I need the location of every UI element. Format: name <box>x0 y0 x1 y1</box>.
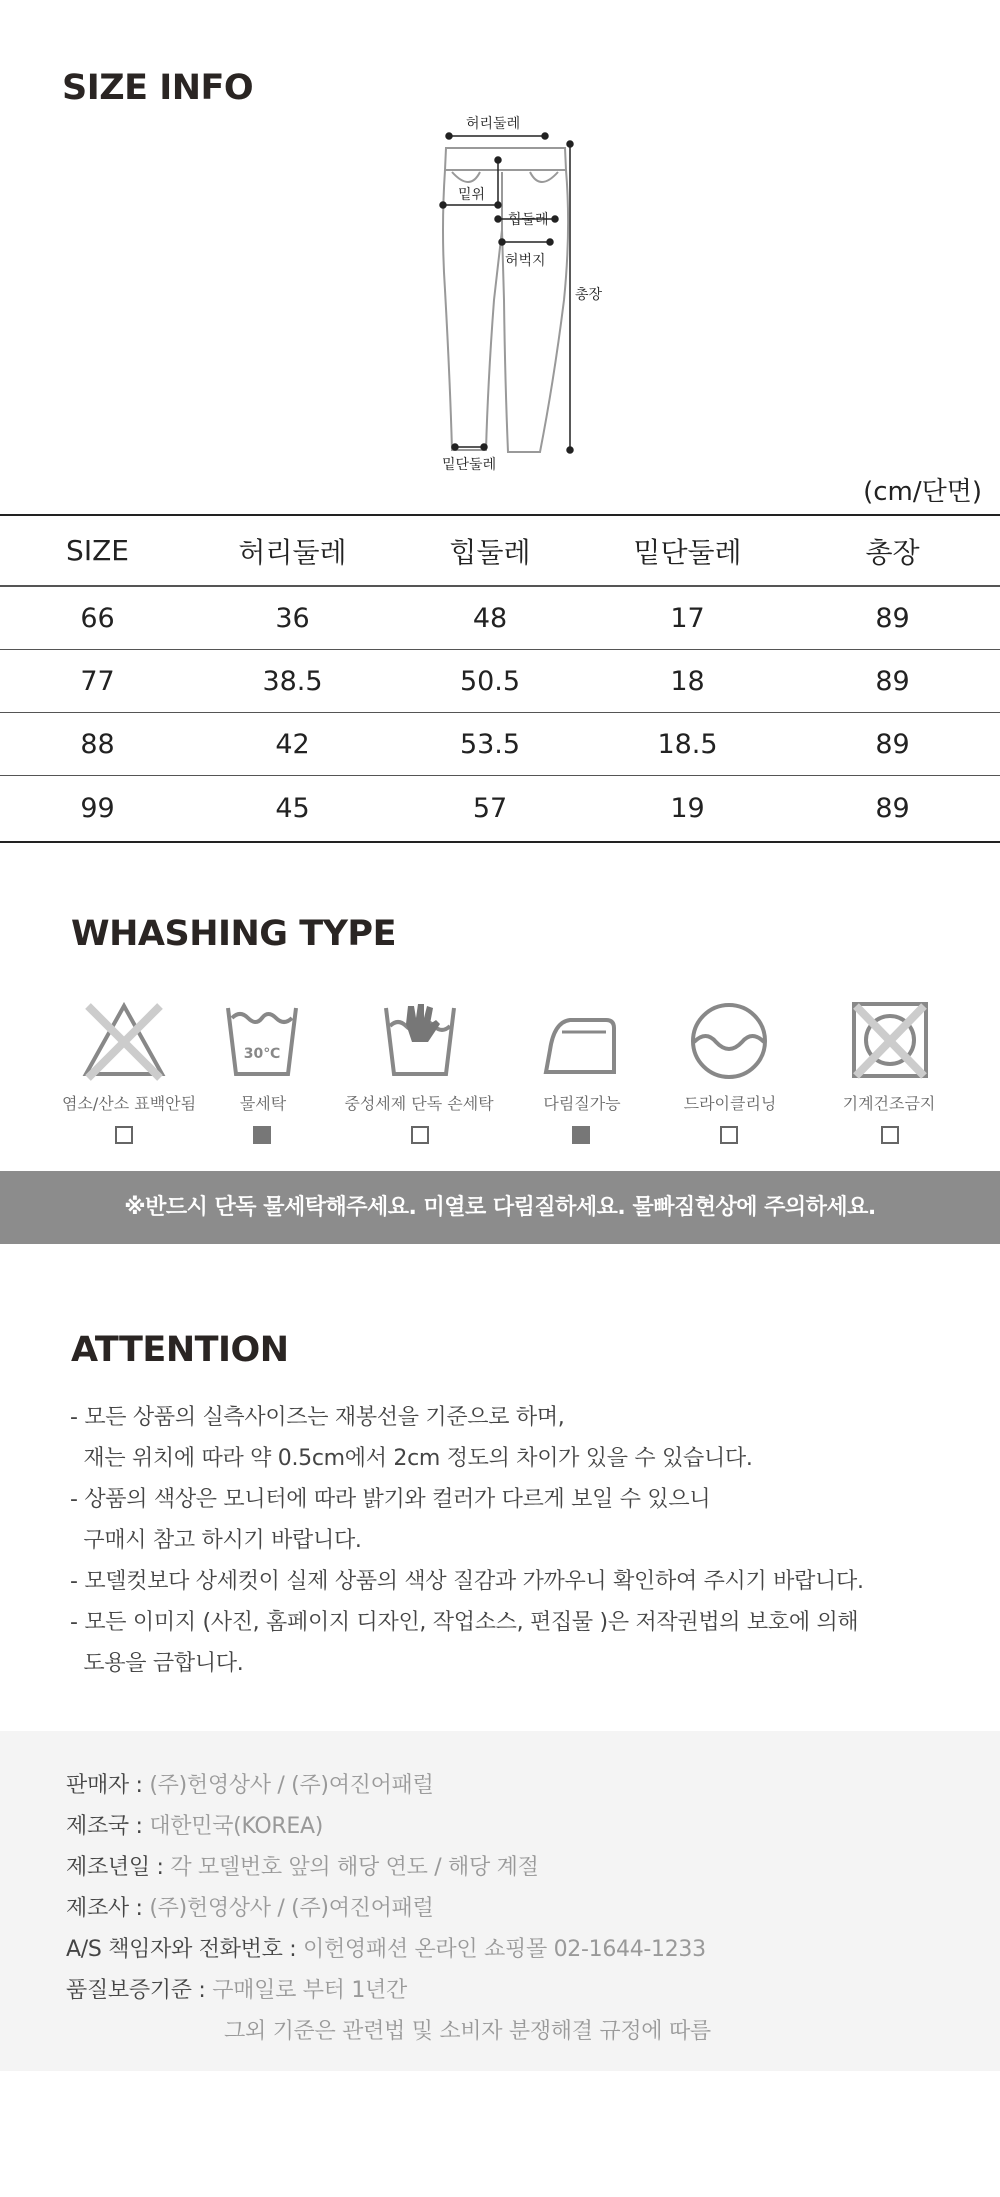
wash-label-no-tumble-dry: 기계건조금지 <box>842 1094 936 1113</box>
washing-type-title: WHASHING TYPE <box>71 914 396 954</box>
cell: 99 <box>0 776 195 843</box>
cell: 53.5 <box>390 713 590 776</box>
attention-line: - 모든 이미지 (사진, 홈페이지 디자인, 작업소스, 편집물 )은 저작권법의 보호에 의해 <box>70 1610 859 1635</box>
cell: 38.5 <box>195 650 390 713</box>
table-row <box>0 776 1000 843</box>
size-table-header <box>0 515 1000 586</box>
cell: 18.5 <box>590 713 785 776</box>
info-key: 품질보증기준 : <box>66 1978 213 2003</box>
table-row <box>0 650 1000 713</box>
header-hem: 밑단둘레 <box>590 515 785 586</box>
attention-line: - 모든 상품의 실측사이즈는 재봉선을 기준으로 하며, <box>70 1405 565 1430</box>
cell: 50.5 <box>390 650 590 713</box>
wash-label-no-bleach: 염소/산소 표백안됨 <box>61 1094 197 1113</box>
info-key: 제조사 : <box>66 1896 150 1921</box>
cell: 77 <box>0 650 195 713</box>
iron-icon <box>540 1000 620 1082</box>
label-waist: 허리둘레 <box>466 116 521 132</box>
info-value: 구매일로 부터 1년간 <box>212 1978 407 2003</box>
header-waist: 허리둘레 <box>195 515 390 586</box>
checkbox-no-bleach <box>115 1126 133 1144</box>
checkbox-dry-clean <box>720 1126 738 1144</box>
cell: 48 <box>390 586 590 650</box>
cell: 18 <box>590 650 785 713</box>
table-row <box>0 713 1000 776</box>
no-bleach-icon <box>80 1000 168 1082</box>
checkbox-no-tumble-dry <box>881 1126 899 1144</box>
cell: 66 <box>0 586 195 650</box>
info-other-standards <box>224 2014 711 2045</box>
info-manufacturer <box>66 1891 433 1922</box>
info-value: (주)헌영상사 / (주)여진어패럴 <box>149 1896 434 1921</box>
header-size: SIZE <box>0 515 195 586</box>
cell: 89 <box>785 586 1000 650</box>
cell: 89 <box>785 713 1000 776</box>
info-value: 이헌영패션 온라인 쇼핑몰 02-1644-1233 <box>303 1937 706 1962</box>
header-hip: 힙둘레 <box>390 515 590 586</box>
info-value: 그외 기준은 관련법 및 소비자 분쟁해결 규정에 따름 <box>224 2019 711 2044</box>
table-row <box>0 586 1000 650</box>
hand-wash-icon <box>380 1000 460 1082</box>
cell: 89 <box>785 776 1000 843</box>
cell: 42 <box>195 713 390 776</box>
label-length: 총장 <box>575 287 603 303</box>
info-as-contact <box>66 1932 706 1963</box>
header-length: 총장 <box>785 515 1000 586</box>
cell: 89 <box>785 650 1000 713</box>
label-rise: 밑위 <box>458 187 486 203</box>
wash-label-machine-wash: 물세탁 <box>239 1094 287 1113</box>
size-info-title: SIZE INFO <box>62 68 254 108</box>
machine-wash-30-icon <box>222 1000 302 1082</box>
checkbox-hand-wash <box>411 1126 429 1144</box>
attention-line: - 모델컷보다 상세컷이 실제 상품의 색상 질감과 가까우니 확인하여 주시기 바랍니다. <box>70 1569 864 1594</box>
cell: 36 <box>195 586 390 650</box>
info-warranty <box>66 1973 407 2004</box>
label-thigh: 허벅지 <box>505 253 546 269</box>
info-key: 제조년일 : <box>66 1855 171 1880</box>
wash-label-dry-clean: 드라이클리닝 <box>683 1094 777 1113</box>
no-tumble-dry-icon <box>850 1000 930 1082</box>
svg-text:30℃: 30℃ <box>243 1046 281 1062</box>
cell: 19 <box>590 776 785 843</box>
attention-line: 재는 위치에 따라 약 0.5cm에서 2cm 정도의 차이가 있을 수 있습니다. <box>70 1446 753 1471</box>
info-country <box>66 1809 323 1840</box>
info-manufacture-date <box>66 1850 539 1881</box>
attention-line: 구매시 참고 하시기 바랍니다. <box>70 1528 362 1553</box>
cell: 45 <box>195 776 390 843</box>
info-value: (주)헌영상사 / (주)여진어패럴 <box>149 1773 434 1798</box>
checkbox-iron <box>572 1126 590 1144</box>
wash-notice-bar: ※반드시 단독 물세탁해주세요. 미열로 다림질하세요. 물빠짐현상에 주의하세요. <box>0 1171 1000 1244</box>
cell: 88 <box>0 713 195 776</box>
checkbox-machine-wash <box>253 1126 271 1144</box>
info-key: 제조국 : <box>66 1814 150 1839</box>
size-table <box>0 514 1000 843</box>
info-value: 대한민국(KOREA) <box>149 1814 324 1839</box>
dry-clean-icon <box>688 1000 770 1082</box>
wash-label-iron: 다림질가능 <box>543 1094 621 1113</box>
wash-label-hand-wash: 중성세제 단독 손세탁 <box>344 1094 494 1113</box>
attention-line: - 상품의 색상은 모니터에 따라 밝기와 컬러가 다르게 보일 수 있으니 <box>70 1487 711 1512</box>
cell: 17 <box>590 586 785 650</box>
info-key: 판매자 : <box>66 1773 150 1798</box>
info-key: A/S 책임자와 전화번호 : <box>66 1937 304 1962</box>
attention-line: 도용을 금합니다. <box>70 1651 244 1676</box>
info-seller <box>66 1768 433 1799</box>
label-hip: 힙둘레 <box>508 212 549 228</box>
label-hem: 밑단둘레 <box>442 457 497 473</box>
cell: 57 <box>390 776 590 843</box>
attention-title: ATTENTION <box>71 1330 289 1370</box>
unit-label: (cm/단면) <box>863 477 982 507</box>
info-value: 각 모델번호 앞의 해당 연도 / 해당 계절 <box>170 1855 539 1880</box>
